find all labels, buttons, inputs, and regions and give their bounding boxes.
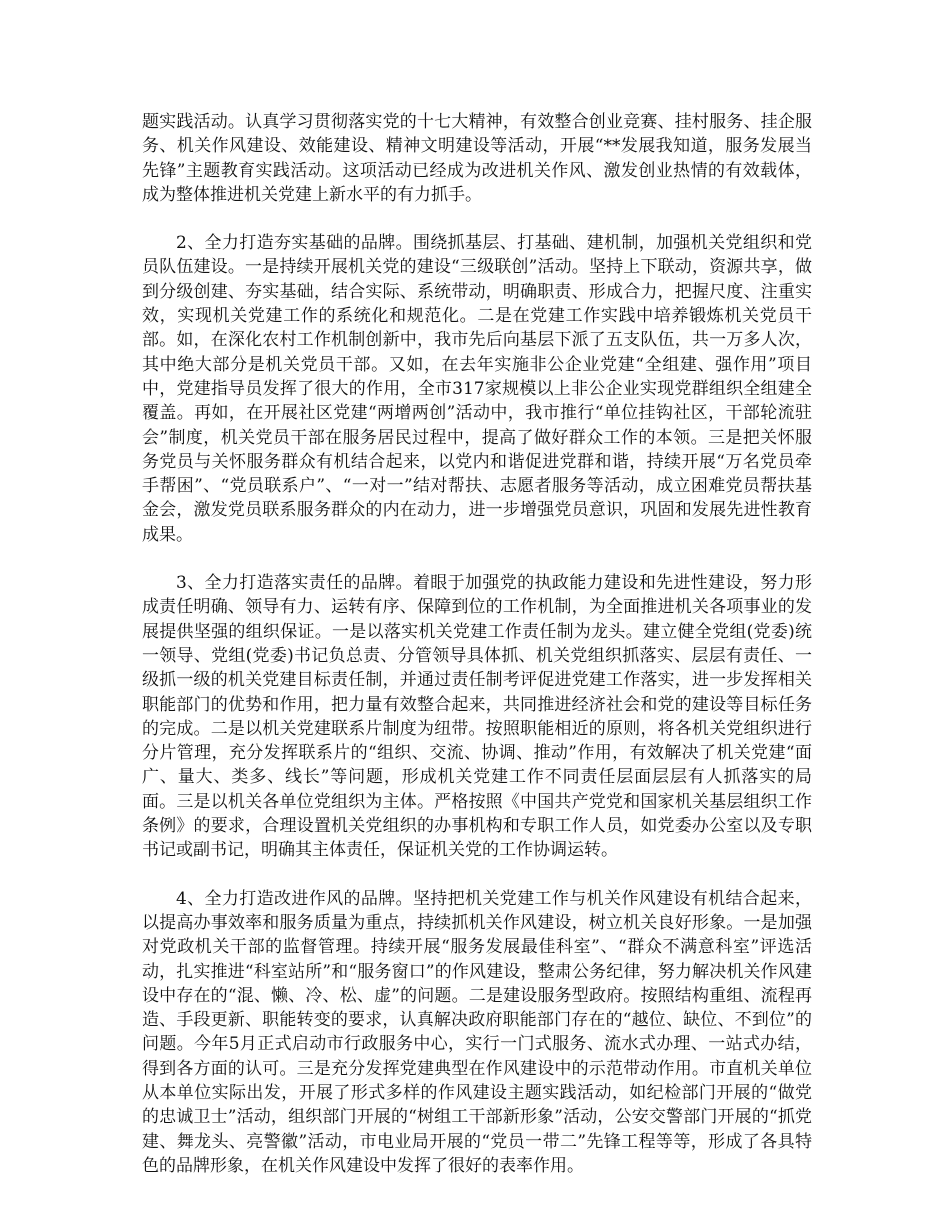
paragraph-intro-continuation: 题实践活动。认真学习贯彻落实党的十七大精神，有效整合创业竞赛、挂村服务、挂企服务、机关作风建设、效能建设、精神文明建设等活动，开展“**发展我知道，服务发展当先锋”主题教育实践活动。这项活动已经成为改进机关作风、激发创业热情的有效载体，成为整体推进机关党建上新水平的有力抓手。 (142, 112, 812, 205)
paragraph-section-2: 2、全力打造夯实基础的品牌。围绕抓基层、打基础、建机制，加强机关党组织和党员队伍建设。一是持续开展机关党的建设“三级联创”活动。坚持上下联动，资源共享，做到分级创建、夯实基础，结合实际、系统带动，明确职责、形成合力，把握尺度、注重实效，实现机关党建工作的系统化和规范化。二是在党建工作实践中培养锻炼机关党员干部。如，在深化农村工作机制创新中，我市先后向基层下派了五支队伍，共一万多人次，其中绝大部分是机关党员干部。又如，在去年实施非公企业党建“全组建、强作用”项目中，党建指导员发挥了很大的作用，全市317家规模以上非公企业实现党群组织全组建全覆盖。再如，在开展社区党建“两增两创”活动中，我市推行“单位挂钩社区，干部轮流驻会”制度，机关党员干部在服务居民过程中，提高了做好群众工作的本领。三是把关怀服务党员与关怀服务群众有机结合起来，以党内和谐促进党群和谐，持续开展“万名党员牵手帮困”、“党员联系户”、“一对一”结对帮扶、志愿者服务等活动，成立困难党员帮扶基金会，激发党员联系服务群众的内在动力，进一步增强党员意识，巩固和发展先进性教育成果。 (142, 233, 812, 545)
paragraph-section-3: 3、全力打造落实责任的品牌。着眼于加强党的执政能力建设和先进性建设，努力形成责任明确、领导有力、运转有序、保障到位的工作机制，为全面推进机关各项事业的发展提供坚强的组织保证。一是以落实机关党建工作责任制为龙头。建立健全党组(党委)统一领导、党组(党委)书记负总责、分管领导具体抓、机关党组织抓落实、层层有责任、一级抓一级的机关党建目标责任制，并通过责任制考评促进党建工作落实，进一步发挥相关职能部门的优势和作用，把力量有效整合起来，共同推进经济社会和党的建设等目标任务的完成。二是以机关党建联系片制度为纽带。按照职能相近的原则，将各机关党组织进行分片管理，充分发挥联系片的“组织、交流、协调、推动”作用，有效解决了机关党建“面广、量大、类多、线长”等问题，形成机关党建工作不同责任层面层层有人抓落实的局面。三是以机关各单位党组织为主体。严格按照《中国共产党党和国家机关基层组织工作条例》的要求，合理设置机关党组织的办事机构和专职工作人员，如党委办公室以及专职书记或副书记，明确其主体责任，保证机关党的工作协调运转。 (142, 573, 812, 861)
paragraph-section-4: 4、全力打造改进作风的品牌。坚持把机关党建工作与机关作风建设有机结合起来，以提高办事效率和服务质量为重点，持续抓机关作风建设，树立机关良好形象。一是加强对党政机关干部的监督管理。持续开展“服务发展最佳科室”、“群众不满意科室”评选活动，扎实推进“科室站所”和“服务窗口”的作风建设，整肃公务纪律，努力解决机关作风建设中存在的“混、懒、冷、松、虚”的问题。二是建设服务型政府。按照结构重组、流程再造、手段更新、职能转变的要求，认真解决政府职能部门存在的“越位、缺位、不到位”的问题。今年5月正式启动市行政服务中心，实行一门式服务、流水式办理、一站式办结，得到各方面的认可。三是充分发挥党建典型在作风建设中的示范带动作用。市直机关单位从本单位实际出发，开展了形式多样的作风建设主题实践活动，如纪检部门开展的“做党的忠诚卫士”活动，组织部门开展的“树组工干部新形象”活动，公安交警部门开展的“抓党建、舞龙头、亮警徽”活动，市电业局开展的“党员一带二”先锋工程等等，形成了各具特色的品牌形象，在机关作风建设中发挥了很好的表率作用。 (142, 888, 812, 1176)
document-page (142, 110, 812, 1202)
